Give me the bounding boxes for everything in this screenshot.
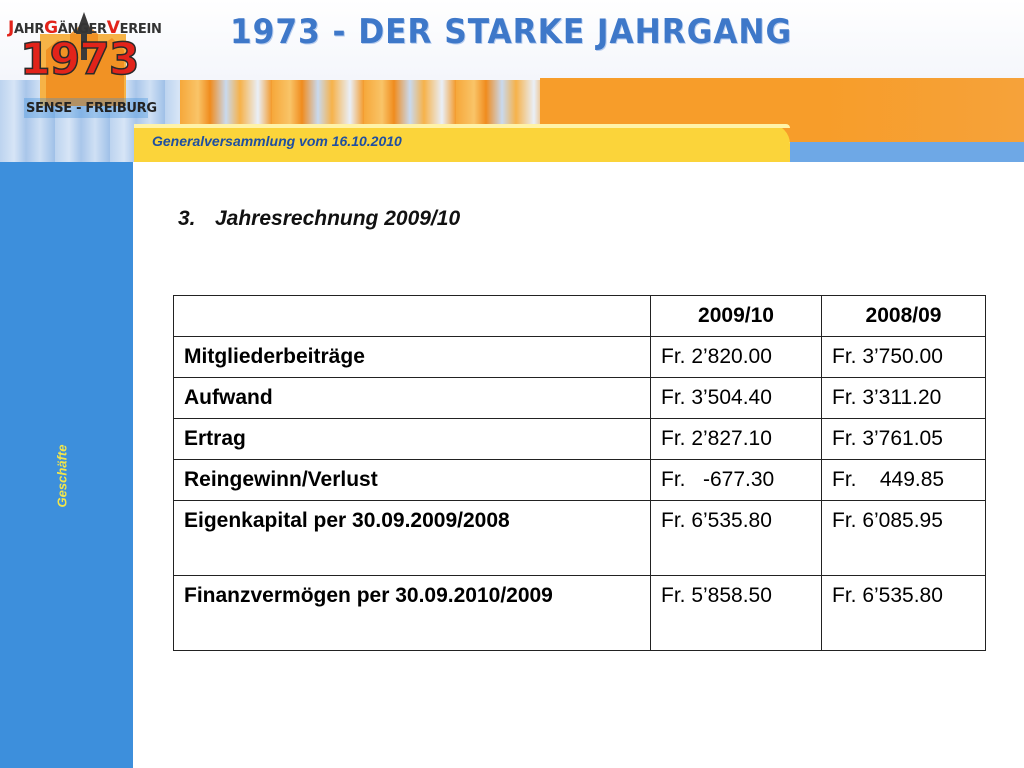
row-value-2009: Fr. -677.30 — [651, 460, 822, 501]
table-row — [174, 378, 986, 419]
table-row — [174, 419, 986, 460]
row-label: Eigenkapital per 30.09.2009/2008 — [174, 501, 651, 576]
subtitle: Generalversammlung vom 16.10.2010 — [152, 133, 402, 149]
section-heading — [178, 207, 460, 231]
header — [0, 0, 1024, 162]
table-header-cell: 2009/10 — [651, 296, 822, 337]
row-value-2009: Fr. 3’504.40 — [651, 378, 822, 419]
row-value-2008: Fr. 3’761.05 — [822, 419, 986, 460]
row-value-2008: Fr. 449.85 — [822, 460, 986, 501]
header-blue-band — [790, 142, 1024, 162]
row-value-2008: Fr. 3’311.20 — [822, 378, 986, 419]
row-label: Ertrag — [174, 419, 651, 460]
row-value-2008: Fr. 6’085.95 — [822, 501, 986, 576]
section-title: Jahresrechnung 2009/10 — [215, 207, 461, 230]
table-row — [174, 460, 986, 501]
table-header-row — [174, 296, 986, 337]
table-header-cell: 2008/09 — [822, 296, 986, 337]
logo-year: 1973 — [20, 34, 139, 85]
page-title: 1973 - DER STARKE JAHRGANG — [230, 12, 793, 52]
row-value-2008: Fr. 3’750.00 — [822, 337, 986, 378]
row-value-2009: Fr. 2’820.00 — [651, 337, 822, 378]
financial-table — [173, 295, 986, 651]
row-value-2008: Fr. 6’535.80 — [822, 576, 986, 651]
table-row — [174, 501, 986, 576]
logo — [6, 4, 162, 122]
row-label: Aufwand — [174, 378, 651, 419]
table-row — [174, 576, 986, 651]
row-label: Mitgliederbeiträge — [174, 337, 651, 378]
section-number: 3. — [178, 207, 196, 230]
logo-text-bottom: SENSE - FREIBURG — [26, 101, 157, 116]
row-value-2009: Fr. 2’827.10 — [651, 419, 822, 460]
row-label: Finanzvermögen per 30.09.2010/2009 — [174, 576, 651, 651]
row-value-2009: Fr. 6’535.80 — [651, 501, 822, 576]
row-value-2009: Fr. 5’858.50 — [651, 576, 822, 651]
table-row — [174, 337, 986, 378]
row-label: Reingewinn/Verlust — [174, 460, 651, 501]
header-stripes-mixed — [180, 80, 600, 124]
table-header-cell — [174, 296, 651, 337]
logo-text-top: JAHRGÄNGERVEREIN — [8, 18, 162, 38]
sidebar-label: Geschäfte — [54, 444, 70, 508]
